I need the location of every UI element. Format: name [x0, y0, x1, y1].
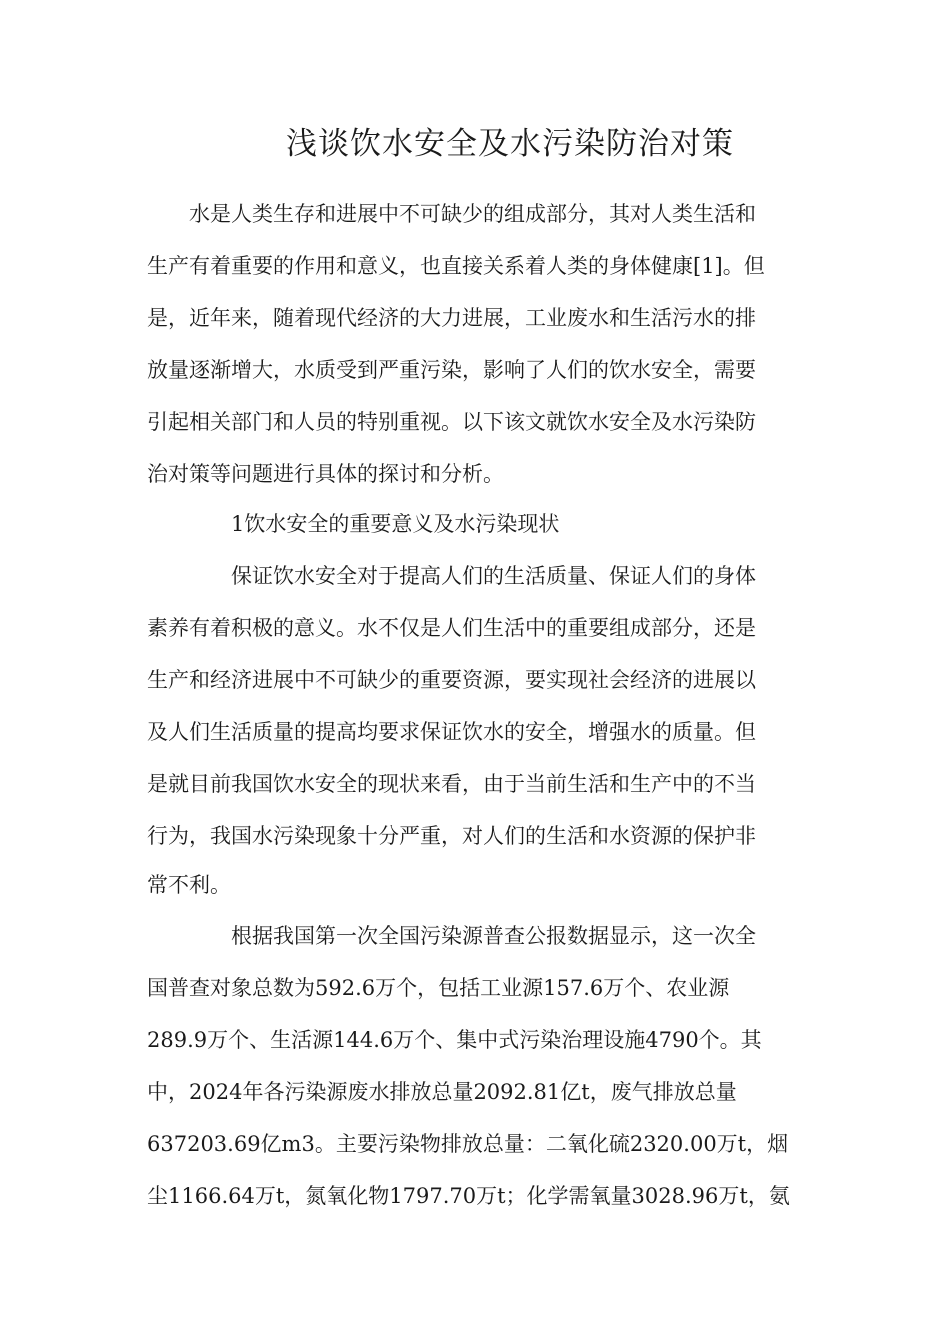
section-heading: 1饮水安全的重要意义及水污染现状 [147, 512, 560, 536]
paragraph-line: 中，2024年各污染源废水排放总量2092.81亿t，废气排放总量 [147, 1080, 737, 1104]
paragraph-line: 国普查对象总数为592.6万个，包括工业源157.6万个、农业源 [147, 976, 730, 1000]
paragraph-line: 根据我国第一次全国污染源普查公报数据显示，这一次全 [147, 924, 756, 948]
paragraph-line: 生产和经济进展中不可缺少的重要资源，要实现社会经济的进展以 [147, 668, 756, 692]
document-title: 浅谈饮水安全及水污染防治对策 [286, 126, 734, 162]
paragraph-line: 尘1166.64万t，氮氧化物1797.70万t；化学需氧量3028.96万t，氨 [147, 1184, 790, 1208]
paragraph-line: 常不利。 [147, 873, 231, 897]
paragraph-line: 保证饮水安全对于提高人们的生活质量、保证人们的身体 [147, 564, 756, 588]
paragraph-line: 放量逐渐增大，水质受到严重污染，影响了人们的饮水安全，需要 [147, 358, 756, 382]
paragraph-line: 治对策等问题进行具体的探讨和分析。 [147, 462, 504, 486]
paragraph-line: 素养有着积极的意义。水不仅是人们生活中的重要组成部分，还是 [147, 616, 756, 640]
paragraph-line: 行为，我国水污染现象十分严重，对人们的生活和水资源的保护非 [147, 824, 756, 848]
paragraph-line: 是，近年来，随着现代经济的大力进展，工业废水和生活污水的排 [147, 306, 756, 330]
paragraph-line: 是就目前我国饮水安全的现状来看，由于当前生活和生产中的不当 [147, 772, 756, 796]
paragraph-line: 及人们生活质量的提高均要求保证饮水的安全，增强水的质量。但 [147, 720, 756, 744]
paragraph-line: 生产有着重要的作用和意义，也直接关系着人类的身体健康[1]。但 [147, 254, 765, 278]
paragraph-line: 289.9万个、生活源144.6万个、集中式污染治理设施4790个。其 [147, 1028, 762, 1052]
paragraph-line: 引起相关部门和人员的特别重视。以下该文就饮水安全及水污染防 [147, 410, 756, 434]
paragraph-line: 637203.69亿m3。主要污染物排放总量：二氧化硫2320.00万t，烟 [147, 1132, 789, 1156]
paragraph-line: 水是人类生存和进展中不可缺少的组成部分，其对人类生活和 [147, 202, 756, 226]
